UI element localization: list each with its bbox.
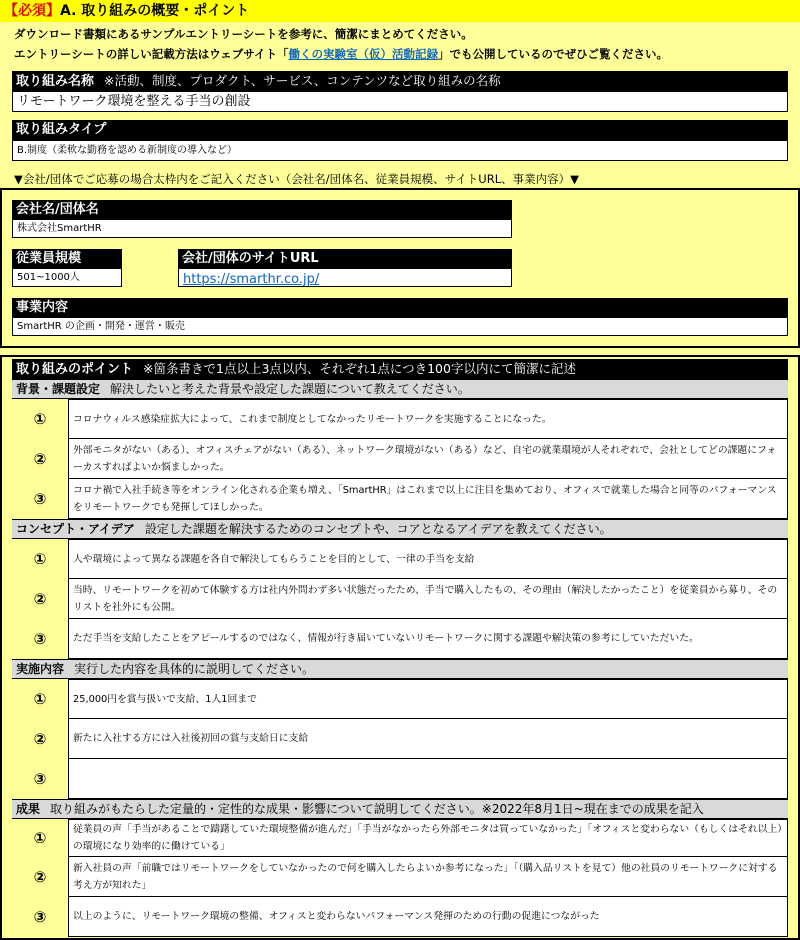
- required-tag: 【必須】: [4, 3, 60, 19]
- point-text: コロナウィルス感染症拡大によって、これまで制度としてなかったリモートワークを実施することになった。: [73, 413, 552, 425]
- point-row: [12, 579, 788, 619]
- point-number: ②: [33, 590, 47, 608]
- point-number: ②: [33, 450, 47, 468]
- point-text: ただ手当を支給したことをアピールするのではなく、情報が行き届いていないリモートワークに関する課題や解決策の参考にしていただいた。: [73, 633, 699, 644]
- point-text: 新入社員の声「前職ではリモートワークをしていなかったので何を購入したらよいか参考になった」「（購入品リストを見て）他の社員のリモートワークに対する考え方が知れた」: [73, 862, 778, 891]
- point-text-field[interactable]: [68, 857, 788, 897]
- employee-size-header: 従業員規模: [12, 249, 122, 268]
- point-number: ②: [33, 730, 47, 748]
- site-url-header: 会社/団体のサイトURL: [178, 249, 512, 268]
- point-text: 25,000円を賞与扱いで支給、1人1回まで: [73, 693, 257, 705]
- page-header: [0, 0, 800, 22]
- point-row: [12, 539, 788, 579]
- point-number: ③: [33, 908, 47, 926]
- point-row: [12, 439, 788, 479]
- point-row: [12, 619, 788, 659]
- section-header: [12, 799, 788, 819]
- site-url-link[interactable]: https://smarthr.co.jp/: [183, 272, 320, 287]
- point-number: ①: [33, 829, 47, 847]
- initiative-type-field[interactable]: B.制度（柔軟な勤務を認める新制度の導入など）: [12, 140, 788, 161]
- points-frame: [0, 355, 800, 940]
- point-text: 人や環境によって異なる課題を各自で解決してもらうことを目的として、一律の手当を支給: [73, 553, 475, 565]
- points-sections: [12, 379, 788, 937]
- point-number: ①: [33, 410, 47, 428]
- instruction-note-1: ダウンロード書類にあるサンプルエントリーシートを参考に、簡潔にまとめてください。: [14, 27, 473, 41]
- point-text: 外部モニタがない（ある）、オフィスチェアがない（ある）、ネットワーク環境がない（ある）など、自宅の就業環境が人それぞれで、会社としてどの課題にフォーカスすればよいか悩ましかった。: [73, 444, 777, 473]
- point-text-field[interactable]: [68, 819, 788, 857]
- point-text: 従業員の声「手当があることで躊躇していた環境整備が進んだ」「手当がなかったら外部モニタは買っていなかった」「オフィスと変わらない（もしくはそれ以上）の環境になり効率的に働けている」: [73, 824, 783, 852]
- company-instruction: ▼会社/団体でご応募の場合太枠内をご記入ください（会社名/団体名、従業員規模、サイトURL、事業内容）▼: [14, 172, 579, 186]
- initiative-name-field[interactable]: リモートワーク環境を整える手当の創設: [12, 91, 788, 112]
- point-number: ③: [33, 490, 47, 508]
- point-text-field[interactable]: [68, 897, 788, 937]
- point-text: コロナ禍で入社手続き等をオンライン化される企業も増え、「SmartHR」はこれまで以上に注目を集めており、オフィスで就業した場合と同等のパフォーマンスをリモートワークでも発揮してほしかった。: [73, 484, 777, 513]
- section-title: コンセプト・アイデア: [16, 522, 135, 536]
- point-row: [12, 679, 788, 719]
- employee-size-field[interactable]: 501~1000人: [12, 268, 122, 287]
- point-text-field[interactable]: [68, 539, 788, 579]
- section-header: [12, 379, 788, 399]
- point-text-field[interactable]: [68, 479, 788, 519]
- section-description: 取り組みがもたらした定量的・定性的な成果・影響について説明してください。※2022年8月1日~現在までの成果を記入: [50, 802, 704, 816]
- point-row: [12, 399, 788, 439]
- point-text: 当時、リモートワークを初めて体験する方は社内外問わず多い状態だったため、手当で購入したもの、その理由（解決したかったこと）を従業員から募り、そのリストを社外にも公開。: [73, 584, 778, 613]
- site-url-field[interactable]: [178, 268, 512, 287]
- point-number: ③: [33, 770, 47, 788]
- point-text-field[interactable]: [68, 399, 788, 439]
- instruction-note-2: エントリーシートの詳しい記載方法はウェブサイト「働くの実験室（仮）活動記録」でも公開しているのでぜひご覧ください。: [14, 47, 669, 61]
- point-number: ①: [33, 550, 47, 568]
- point-text-field[interactable]: [68, 759, 788, 799]
- section-description: 実行した内容を具体的に説明してください。: [74, 662, 315, 676]
- point-text-field[interactable]: [68, 439, 788, 479]
- business-field[interactable]: SmartHR の企画・開発・運営・販売: [12, 317, 788, 336]
- point-row: [12, 759, 788, 799]
- point-text: 以上のように、リモートワーク環境の整備、オフィスと変わらないパフォーマンス発揮のための行動の促進につながった: [73, 911, 600, 922]
- section-header: [12, 659, 788, 679]
- point-row: [12, 897, 788, 937]
- point-text-field[interactable]: [68, 719, 788, 759]
- point-number: ①: [33, 690, 47, 708]
- point-number: ③: [33, 630, 47, 648]
- section-title: 背景・課題設定: [16, 382, 101, 396]
- point-number: ②: [33, 868, 47, 886]
- company-name-field[interactable]: 株式会社SmartHR: [12, 219, 512, 238]
- point-row: [12, 857, 788, 897]
- section-description: 設定した課題を解決するためのコンセプトや、コアとなるアイデアを教えてください。: [144, 522, 612, 536]
- section-description: 解決したいと考えた背景や設定した課題について教えてください。: [110, 382, 470, 396]
- initiative-type-header: 取り組みタイプ: [12, 120, 788, 140]
- business-header: 事業内容: [12, 298, 788, 317]
- section-title: 成果: [16, 802, 41, 816]
- initiative-name-header: 取り組み名称 ※活動、制度、プロダクト、サービス、コンテンツなど取り組みの名称: [12, 71, 788, 91]
- point-text: 新たに入社する方には入社後初回の賞与支給日に支給: [73, 733, 309, 744]
- point-text-field[interactable]: [68, 679, 788, 719]
- company-name-header: 会社名/団体名: [12, 200, 512, 219]
- point-row: [12, 819, 788, 857]
- point-text-field[interactable]: [68, 579, 788, 619]
- point-text-field[interactable]: [68, 619, 788, 659]
- point-row: [12, 719, 788, 759]
- point-row: [12, 479, 788, 519]
- section-title: 実施内容: [16, 662, 65, 676]
- points-header: 取り組みのポイント ※箇条書きで1点以上3点以内、それぞれ1点につき100字以内にて簡潔に記述: [12, 359, 788, 379]
- section-header: [12, 519, 788, 539]
- page-title: A. 取り組みの概要・ポイント: [60, 3, 250, 19]
- activity-record-link[interactable]: 働くの実験室（仮）活動記録: [288, 47, 439, 61]
